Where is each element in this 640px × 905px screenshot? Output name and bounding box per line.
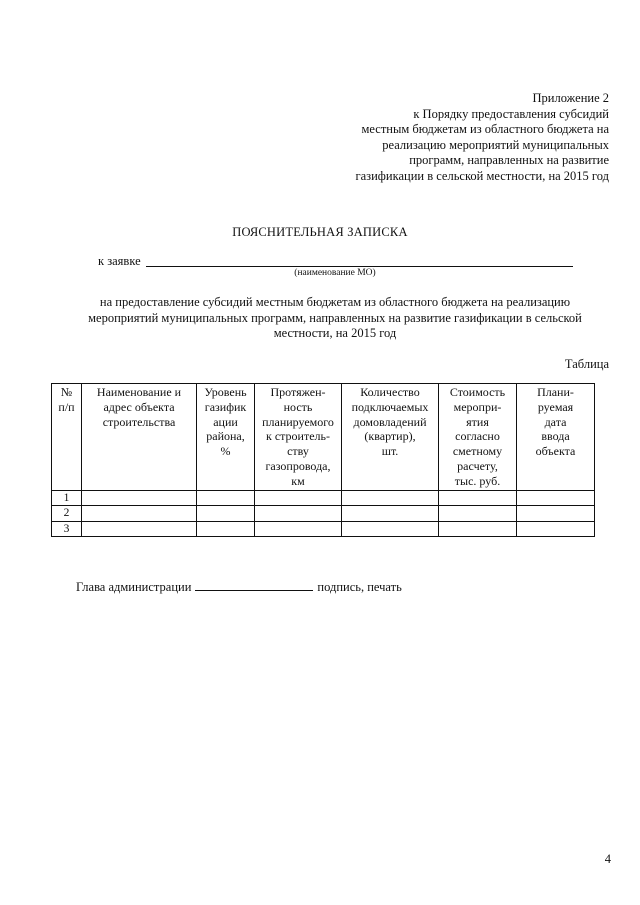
table-header-line: расчету,: [457, 458, 498, 473]
signature-block: [76, 580, 402, 595]
zayavka-fill-line: [146, 266, 573, 267]
table-header-line: меропри-: [453, 399, 502, 414]
table-header-line: домовладений: [353, 414, 427, 429]
table-header-line: газифик: [204, 399, 247, 414]
row-number-cell: 3: [52, 521, 82, 537]
table-header-line: к строитель-: [266, 429, 330, 444]
appendix-line: Приложение 2: [532, 91, 609, 105]
table-header-line: ации: [213, 414, 238, 429]
table-header-line: шт.: [381, 444, 399, 459]
table-cell: [342, 490, 439, 506]
table-header-cell: [342, 384, 439, 491]
table-header-line: объекта: [535, 444, 576, 459]
table-cell: [255, 506, 342, 522]
purpose-paragraph: на предоставление субсидий местным бюджетам из областного бюджета на реализацию мероприятий муниципальных программ, направленных на развитие газификации в сельской местности, на 2015 год: [88, 295, 582, 340]
table-cell: [82, 506, 197, 522]
table-header-cell: [255, 384, 342, 491]
table-cell: [439, 521, 517, 537]
table-header-line: км: [291, 473, 305, 488]
signature-line: [195, 581, 313, 591]
table-header-line: Протяжен-: [270, 385, 326, 399]
signature-suffix: подпись, печать: [317, 580, 402, 594]
appendix-line: газификации в сельской местности, на 2015 год: [355, 168, 609, 183]
table-header-line: Уровень: [204, 385, 247, 399]
appendix-line: местным бюджетам из областного бюджета на: [361, 122, 609, 136]
table-row: [52, 506, 595, 522]
table-header-line: тыс. руб.: [454, 473, 501, 488]
table-header-line: сметному: [452, 444, 503, 459]
table-cell: [197, 521, 255, 537]
zayavka-label: к заявке: [98, 254, 141, 268]
table-header-line: планируемого: [262, 414, 334, 429]
table-header-line: ввода: [541, 429, 570, 444]
table-header-line: адрес объекта: [103, 399, 175, 414]
table-cell: [82, 490, 197, 506]
table-header-line: района,: [206, 429, 245, 444]
row-number-cell: 1: [52, 490, 82, 506]
table-header-line: Плани-: [537, 385, 574, 399]
table-body: [52, 490, 595, 537]
table-header-line: %: [220, 444, 231, 459]
table-cell: [82, 521, 197, 537]
table-cell: [197, 490, 255, 506]
table-header-cell: [439, 384, 517, 491]
table-header-line: (квартир),: [364, 429, 416, 444]
appendix-line: к Порядку предоставления субсидий: [413, 106, 609, 121]
table-header-cell: [52, 384, 82, 491]
table-cell: [342, 506, 439, 522]
table-header-line: согласно: [455, 429, 500, 444]
table-header-cell: [82, 384, 197, 491]
table-cell: [517, 521, 595, 537]
data-table: [51, 383, 595, 537]
table-header-cell: [517, 384, 595, 491]
table-cell: [255, 521, 342, 537]
table-cell: [439, 506, 517, 522]
table-header-line: газопровода,: [265, 458, 331, 473]
document-title: ПОЯСНИТЕЛЬНАЯ ЗАПИСКА: [232, 225, 408, 239]
table-cell: [342, 521, 439, 537]
table-cell: [439, 490, 517, 506]
table-header-line: ству: [287, 444, 309, 459]
table-cell: [517, 506, 595, 522]
page-number: 4: [604, 852, 611, 866]
appendix-block: [355, 91, 609, 184]
table-row: [52, 521, 595, 537]
table-header-line: Количество: [360, 385, 420, 399]
table-header-row: [52, 384, 595, 491]
table-cell: [255, 490, 342, 506]
signature-label: Глава администрации: [76, 580, 192, 594]
table-header-line: ность: [283, 399, 313, 414]
zayavka-note: (наименование МО): [294, 268, 376, 278]
table-cell: [197, 506, 255, 522]
table-header-cell: [197, 384, 255, 491]
row-number-cell: 2: [52, 506, 82, 522]
appendix-line: программ, направленных на развитие: [409, 153, 609, 167]
table-header-line: п/п: [58, 399, 75, 414]
table-label: Таблица: [564, 357, 609, 371]
table-cell: [517, 490, 595, 506]
table-header-line: руемая: [537, 399, 574, 414]
table-header-line: строительства: [102, 414, 176, 429]
table-header-line: Наименование и: [96, 385, 182, 399]
table-header-line: ятия: [466, 414, 489, 429]
table-header-line: №: [60, 385, 73, 399]
appendix-line: реализацию мероприятий муниципальных: [382, 137, 609, 152]
table-header-line: Стоимость: [449, 385, 506, 399]
table-row: [52, 490, 595, 506]
table-header-line: дата: [544, 414, 567, 429]
table-header-line: подключаемых: [351, 399, 429, 414]
